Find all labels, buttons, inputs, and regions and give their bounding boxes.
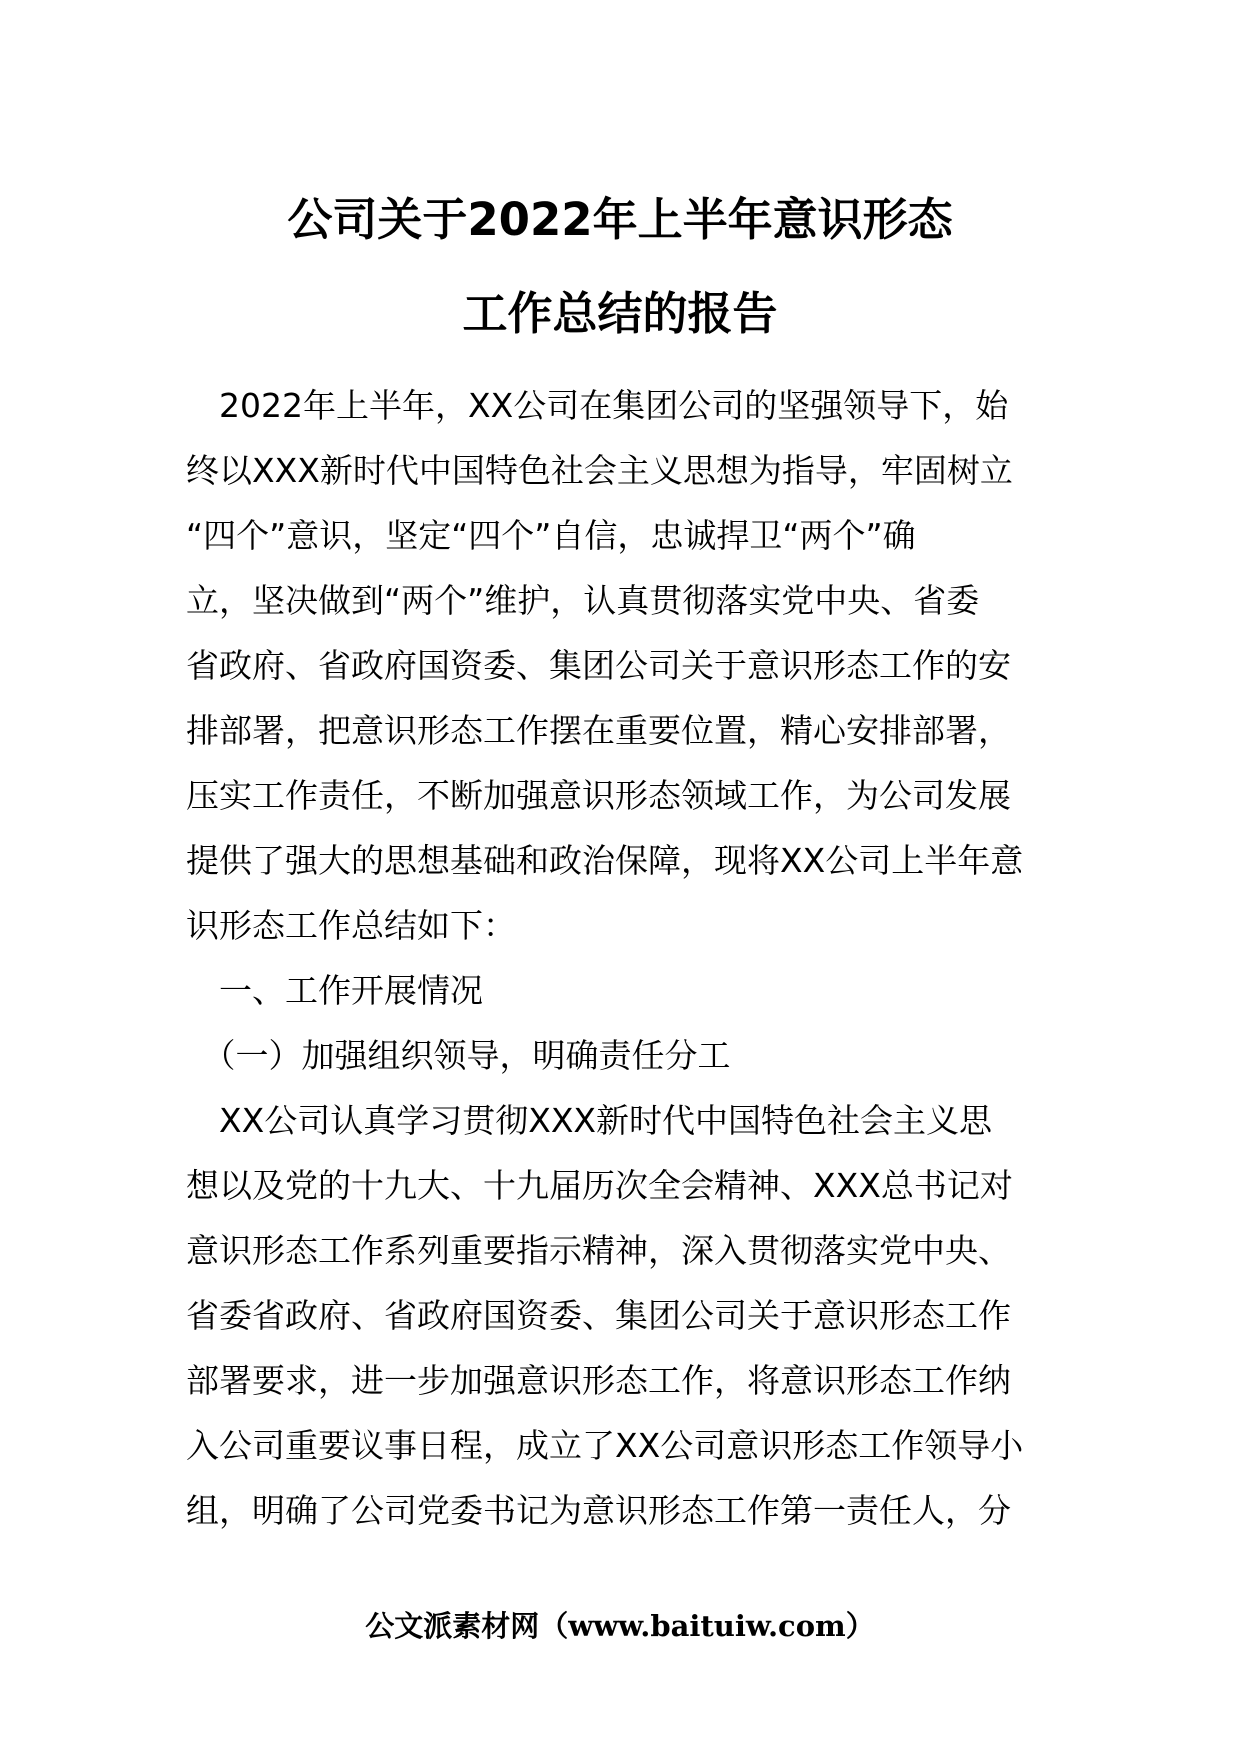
document-title-line-2: 工作总结的报告: [462, 287, 778, 340]
body-line-16: 部署要求，进一步加强意识形态工作，将意识形态工作纳: [186, 1361, 1011, 1400]
body-line-9: 识形态工作总结如下：: [186, 906, 516, 945]
subsection-heading: （一）加强组织领导，明确责任分工: [186, 1036, 731, 1075]
body-line-8: 提供了强大的思想基础和政治保障，现将XX公司上半年意: [186, 841, 1024, 880]
body-line-5: 省政府、省政府国资委、集团公司关于意识形态工作的安: [186, 646, 1011, 685]
body-line-14: 意识形态工作系列重要指示精神，深入贯彻落实党中央、: [186, 1231, 1011, 1270]
body-line-4: 立，坚决做到“两个”维护，认真贯彻落实党中央、省委: [186, 581, 980, 620]
document-title-line-1: 公司关于2022年上半年意识形态: [287, 193, 953, 246]
body-line-12: XX公司认真学习贯彻XXX新时代中国特色社会主义思: [186, 1101, 993, 1140]
body-line-17: 入公司重要议事日程，成立了XX公司意识形态工作领导小: [186, 1426, 1024, 1465]
body-line-3: “四个”意识，坚定“四个”自信，忠诚捍卫“两个”确: [186, 516, 916, 555]
body-line-1: 2022年上半年，XX公司在集团公司的坚强领导下，始: [186, 386, 1009, 425]
footer-source: 公文派素材网（www.baituiw.com）: [365, 1609, 875, 1643]
body-line-7: 压实工作责任，不断加强意识形态领域工作，为公司发展: [186, 776, 1011, 815]
section-heading: 一、工作开展情况: [186, 971, 483, 1010]
body-line-13: 想以及党的十九大、十九届历次全会精神、XXX总书记对: [186, 1166, 1013, 1205]
body-line-2: 终以XXX新时代中国特色社会主义思想为指导，牢固树立: [186, 451, 1013, 490]
body-line-6: 排部署，把意识形态工作摆在重要位置，精心安排部署，: [186, 711, 1011, 750]
body-line-15: 省委省政府、省政府国资委、集团公司关于意识形态工作: [186, 1296, 1011, 1335]
body-line-18: 组，明确了公司党委书记为意识形态工作第一责任人，分: [186, 1491, 1011, 1530]
